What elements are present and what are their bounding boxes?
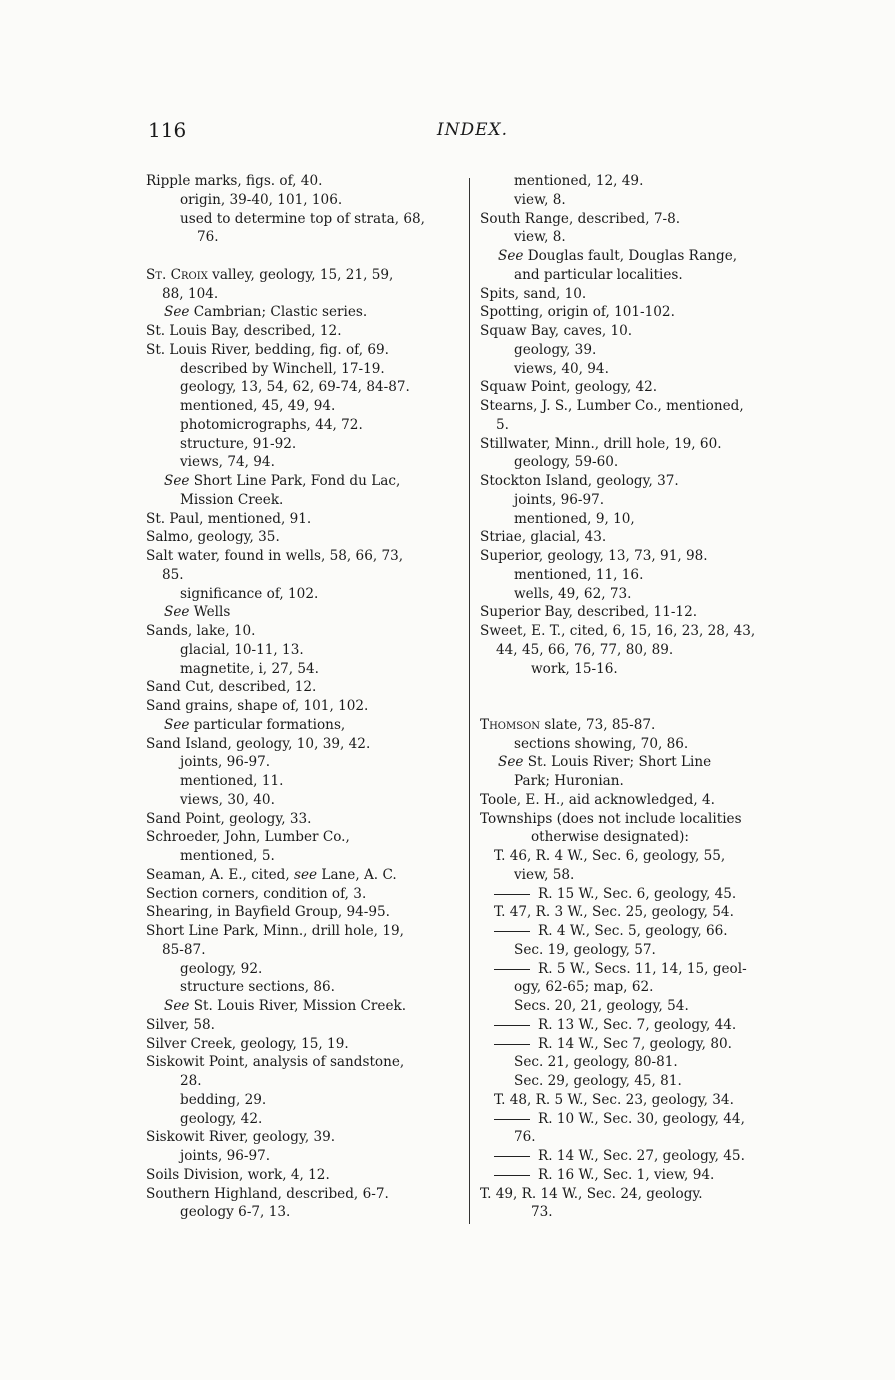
- entry-text: 73.: [531, 1204, 553, 1221]
- index-entry: [480, 772, 798, 791]
- ditto-dash: [494, 894, 530, 895]
- index-entry: [146, 547, 464, 566]
- entry-text: 85-87.: [162, 941, 206, 958]
- index-entry: [480, 997, 798, 1016]
- entry-text: Shearing, in Bayfield Group, 94-95.: [146, 904, 390, 921]
- entry-text: magnetite, i, 27, 54.: [180, 660, 320, 677]
- entry-text: Mission Creek.: [180, 491, 284, 508]
- see-reference: See: [164, 998, 190, 1014]
- index-entry: [480, 941, 798, 960]
- entry-text: Sec. 19, geology, 57.: [514, 941, 656, 958]
- index-entry: [146, 360, 464, 379]
- index-entry: [146, 510, 464, 529]
- entry-text: Sand Cut, described, 12.: [146, 679, 317, 696]
- entry-text: Superior, geology, 13, 73, 91, 98.: [480, 548, 708, 564]
- index-entry: [480, 528, 798, 547]
- index-entry: [146, 378, 464, 397]
- index-entry: [146, 528, 464, 547]
- index-entry: [146, 828, 464, 847]
- index-entry: [146, 453, 464, 472]
- index-entry: [480, 960, 798, 979]
- index-entry: [146, 1203, 464, 1222]
- index-column-left: [146, 172, 464, 1222]
- entry-text: views, 40, 94.: [514, 360, 609, 377]
- index-entry: [146, 1072, 464, 1091]
- index-entry: [146, 303, 464, 322]
- entry-text: mentioned, 45, 49, 94.: [180, 398, 336, 414]
- index-entry: [480, 1035, 798, 1054]
- entry-text: Wells: [189, 604, 231, 621]
- entry-text: geology, 13, 54, 62, 69-74, 84-87.: [180, 379, 410, 396]
- index-entry: [146, 228, 464, 247]
- index-entry: [480, 397, 798, 416]
- index-entry: [146, 1185, 464, 1204]
- ditto-dash: [494, 1119, 530, 1120]
- entry-text: 76.: [514, 1129, 536, 1146]
- index-entry: [480, 510, 798, 529]
- index-entry: [146, 285, 464, 304]
- index-entry: [146, 978, 464, 997]
- entry-text: Spotting, origin of, 101-102.: [480, 304, 675, 321]
- index-entry: [480, 472, 798, 491]
- index-entry: [480, 585, 798, 604]
- entry-text: particular formations,: [189, 716, 346, 733]
- index-entry: [146, 903, 464, 922]
- entry-text: view, 58.: [514, 866, 575, 883]
- index-entry: [480, 1147, 798, 1166]
- entry-text: St. Louis River, bedding, fig. of, 69.: [146, 341, 389, 358]
- see-reference: See: [164, 304, 190, 321]
- index-entry: [480, 716, 798, 735]
- index-entry: [480, 922, 798, 941]
- entry-text: mentioned, 11, 16.: [514, 566, 644, 583]
- index-entry: [146, 1035, 464, 1054]
- entry-text: R. 13 W., Sec. 7, geology, 44.: [538, 1016, 737, 1033]
- ditto-dash: [494, 1025, 530, 1026]
- index-entry: [480, 1053, 798, 1072]
- entry-text: Toole, E. H., aid acknowledged, 4.: [480, 791, 715, 808]
- entry-text: Silver Creek, geology, 15, 19.: [146, 1035, 349, 1052]
- index-entry: [480, 978, 798, 997]
- entry-text: Siskowit River, geology, 39.: [146, 1129, 336, 1146]
- see-reference: See: [498, 754, 524, 771]
- entry-text: Secs. 20, 21, geology, 54.: [514, 998, 689, 1014]
- entry-text: T. 47, R. 3 W., Sec. 25, geology, 54.: [494, 904, 734, 921]
- page-header: [0, 118, 895, 148]
- entry-text: mentioned, 12, 49.: [514, 173, 644, 189]
- index-entry: [480, 866, 798, 885]
- entry-text: origin, 39-40, 101, 106.: [180, 191, 343, 208]
- index-entry: [480, 191, 798, 210]
- index-entry: [146, 191, 464, 210]
- index-entry: [480, 1185, 798, 1204]
- entry-text: Stillwater, Minn., drill hole, 19, 60.: [480, 435, 722, 452]
- index-entry: [146, 697, 464, 716]
- index-entry: [480, 360, 798, 379]
- entry-text: Siskowit Point, analysis of sandstone,: [146, 1054, 405, 1071]
- index-entry: [146, 1016, 464, 1035]
- entry-spacer: [480, 678, 798, 697]
- index-entry: [146, 1110, 464, 1129]
- entry-text: mentioned, 9, 10,: [514, 510, 635, 527]
- entry-text: Sweet, E. T., cited, 6, 15, 16, 23, 28, 43,: [480, 623, 756, 639]
- index-entry: [480, 435, 798, 454]
- index-entry: [480, 341, 798, 360]
- index-entry: [480, 1016, 798, 1035]
- entry-text: Ripple marks, figs. of, 40.: [146, 173, 323, 189]
- index-entry: [146, 603, 464, 622]
- entry-text: Stearns, J. S., Lumber Co., mentioned,: [480, 398, 744, 414]
- ditto-dash: [494, 1156, 530, 1157]
- entry-text: Sand Island, geology, 10, 39, 42.: [146, 735, 371, 752]
- entry-text: T. 48, R. 5 W., Sec. 23, geology, 34.: [494, 1091, 734, 1108]
- entry-text: Salt water, found in wells, 58, 66, 73,: [146, 548, 404, 564]
- entry-text: R. 14 W., Sec 7, geology, 80.: [538, 1035, 732, 1052]
- column-divider: [469, 178, 470, 1224]
- ditto-dash: [494, 969, 530, 970]
- entry-text: St. Louis Bay, described, 12.: [146, 323, 342, 339]
- see-reference: See: [164, 716, 190, 733]
- index-entry: [480, 322, 798, 341]
- entry-text: sections showing, 70, 86.: [514, 735, 689, 752]
- index-entry: [146, 1128, 464, 1147]
- entry-heading: St. Croix: [146, 266, 208, 283]
- entry-text: wells, 49, 62, 73.: [514, 585, 632, 602]
- index-entry: [146, 810, 464, 829]
- index-entry: [480, 735, 798, 754]
- index-entry: [480, 1091, 798, 1110]
- index-entry: [480, 210, 798, 229]
- entry-text: R. 4 W., Sec. 5, geology, 66.: [538, 923, 728, 939]
- entry-text: Squaw Bay, caves, 10.: [480, 323, 633, 339]
- see-reference: See: [164, 473, 190, 489]
- entry-text: 44, 45, 66, 76, 77, 80, 89.: [496, 641, 674, 658]
- index-entry: [146, 1053, 464, 1072]
- entry-text: Seaman, A. E., cited,: [146, 866, 295, 883]
- index-entry: [146, 266, 464, 285]
- entry-text: Section corners, condition of, 3.: [146, 885, 367, 902]
- entry-text: Lane, A. C.: [317, 866, 397, 883]
- index-entry: [480, 378, 798, 397]
- entry-text: Short Line Park, Minn., drill hole, 19,: [146, 923, 404, 939]
- entry-text: structure sections, 86.: [180, 979, 336, 996]
- index-entry: [146, 678, 464, 697]
- entry-text: slate, 73, 85-87.: [540, 716, 656, 733]
- entry-text: Salmo, geology, 35.: [146, 529, 280, 546]
- entry-text: and particular localities.: [514, 266, 683, 283]
- index-entry: [480, 791, 798, 810]
- entry-text: T. 49, R. 14 W., Sec. 24, geology.: [480, 1185, 703, 1202]
- entry-text: photomicrographs, 44, 72.: [180, 416, 363, 433]
- index-entry: [146, 866, 464, 885]
- entry-text: Spits, sand, 10.: [480, 285, 587, 302]
- entry-text: 88, 104.: [162, 285, 219, 302]
- index-entry: [480, 885, 798, 904]
- index-entry: [146, 960, 464, 979]
- entry-text: R. 5 W., Secs. 11, 14, 15, geol-: [538, 960, 747, 977]
- entry-text: Sec. 29, geology, 45, 81.: [514, 1073, 682, 1089]
- index-entry: [146, 416, 464, 435]
- entry-text: Townships (does not include localities: [480, 810, 742, 827]
- entry-text: mentioned, 5.: [180, 848, 275, 864]
- index-entry: [146, 322, 464, 341]
- index-entry: [146, 660, 464, 679]
- entry-text: Sand grains, shape of, 101, 102.: [146, 698, 369, 714]
- entry-text: R. 16 W., Sec. 1, view, 94.: [538, 1166, 715, 1183]
- entry-text: otherwise designated):: [531, 829, 689, 846]
- index-entry: [146, 847, 464, 866]
- index-entry: [146, 1166, 464, 1185]
- entry-text: ogy, 62-65; map, 62.: [514, 979, 654, 996]
- entry-text: described by Winchell, 17-19.: [180, 360, 385, 377]
- entry-text: T. 46, R. 4 W., Sec. 6, geology, 55,: [494, 848, 726, 864]
- index-entry: [480, 903, 798, 922]
- entry-text: joints, 96-97.: [180, 754, 271, 771]
- entry-text: R. 14 W., Sec. 27, geology, 45.: [538, 1148, 745, 1164]
- ditto-dash: [494, 1044, 530, 1045]
- entry-text: 28.: [180, 1073, 202, 1089]
- index-entry: [480, 285, 798, 304]
- entry-text: 76.: [197, 229, 219, 246]
- index-entry: [480, 603, 798, 622]
- entry-text: used to determine top of strata, 68,: [180, 210, 425, 227]
- entry-spacer: [480, 697, 798, 716]
- entry-text: R. 15 W., Sec. 6, geology, 45.: [538, 885, 737, 902]
- entry-text: St. Louis River; Short Line: [523, 754, 712, 771]
- entry-text: work, 15-16.: [531, 660, 618, 677]
- index-entry: [146, 772, 464, 791]
- index-column-right: [480, 172, 798, 1222]
- index-entry: [146, 997, 464, 1016]
- entry-text: joints, 96-97.: [180, 1148, 271, 1164]
- index-entry: [480, 1166, 798, 1185]
- index-entry: [480, 810, 798, 829]
- index-entry: [480, 753, 798, 772]
- index-entry: [480, 172, 798, 191]
- ditto-dash: [494, 931, 530, 932]
- index-entry: [146, 1147, 464, 1166]
- entry-text: Squaw Point, geology, 42.: [480, 379, 658, 396]
- entry-text: bedding, 29.: [180, 1091, 267, 1108]
- entry-spacer: [146, 247, 464, 266]
- index-entry: [146, 585, 464, 604]
- entry-text: significance of, 102.: [180, 585, 319, 602]
- index-entry: [146, 716, 464, 735]
- index-entry: [480, 1128, 798, 1147]
- entry-text: Cambrian; Clastic series.: [189, 304, 368, 321]
- index-entry: [146, 753, 464, 772]
- index-entry: [480, 416, 798, 435]
- index-entry: [146, 1091, 464, 1110]
- index-entry: [146, 172, 464, 191]
- entry-text: Park; Huronian.: [514, 773, 624, 789]
- entry-text: Short Line Park, Fond du Lac,: [189, 473, 401, 489]
- entry-text: geology, 42.: [180, 1110, 263, 1127]
- entry-text: Sand Point, geology, 33.: [146, 810, 312, 827]
- index-entry: [146, 491, 464, 510]
- entry-text: geology, 92.: [180, 960, 263, 977]
- entry-text: Sands, lake, 10.: [146, 623, 256, 639]
- entry-text: views, 74, 94.: [180, 454, 275, 471]
- entry-text: Soils Division, work, 4, 12.: [146, 1166, 330, 1183]
- index-entry: [146, 941, 464, 960]
- index-entry: [146, 641, 464, 660]
- entry-text: mentioned, 11.: [180, 773, 284, 789]
- index-entry: [480, 547, 798, 566]
- entry-text: R. 10 W., Sec. 30, geology, 44,: [538, 1110, 745, 1127]
- entry-text: Stockton Island, geology, 37.: [480, 473, 679, 489]
- entry-text: Superior Bay, described, 11-12.: [480, 604, 698, 621]
- index-entry: [480, 660, 798, 679]
- index-entry: [480, 641, 798, 660]
- index-entry: [480, 566, 798, 585]
- see-reference: See: [164, 604, 190, 621]
- index-entry: [480, 247, 798, 266]
- page-number: 116: [148, 118, 187, 142]
- entry-text: 5.: [496, 416, 509, 433]
- entry-text: views, 30, 40.: [180, 791, 275, 808]
- entry-text: St. Paul, mentioned, 91.: [146, 510, 312, 527]
- index-entry: [146, 622, 464, 641]
- index-entry: [146, 210, 464, 229]
- entry-text: view, 8.: [514, 191, 566, 208]
- index-entry: [146, 885, 464, 904]
- index-entry: [146, 922, 464, 941]
- index-entry: [480, 847, 798, 866]
- entry-text: geology 6-7, 13.: [180, 1204, 291, 1221]
- entry-text: geology, 59-60.: [514, 454, 619, 471]
- entry-text: view, 8.: [514, 229, 566, 246]
- entry-text: Schroeder, John, Lumber Co.,: [146, 829, 350, 846]
- entry-text: Sec. 21, geology, 80-81.: [514, 1054, 678, 1071]
- index-entry: [146, 341, 464, 360]
- entry-heading: Thomson: [480, 716, 541, 733]
- index-entry: [480, 228, 798, 247]
- entry-text: geology, 39.: [514, 341, 597, 358]
- entry-text: 85.: [162, 566, 184, 583]
- entry-text: joints, 96-97.: [514, 491, 605, 508]
- ditto-dash: [494, 1175, 530, 1176]
- index-entry: [480, 303, 798, 322]
- entry-text: Silver, 58.: [146, 1016, 215, 1033]
- index-entry: [480, 622, 798, 641]
- see-reference: See: [498, 248, 524, 264]
- index-entry: [480, 453, 798, 472]
- entry-text: Striae, glacial, 43.: [480, 529, 607, 546]
- index-entry: [146, 472, 464, 491]
- entry-text: South Range, described, 7-8.: [480, 210, 681, 227]
- entry-text: St. Louis River, Mission Creek.: [189, 998, 407, 1014]
- entry-text: Douglas fault, Douglas Range,: [523, 248, 738, 264]
- index-entry: [146, 566, 464, 585]
- index-entry: [146, 397, 464, 416]
- entry-text: structure, 91-92.: [180, 435, 297, 452]
- index-entry: [480, 1072, 798, 1091]
- page-title: INDEX.: [436, 120, 509, 140]
- index-entry: [480, 1110, 798, 1129]
- index-entry: [480, 266, 798, 285]
- see-reference: see: [294, 866, 318, 883]
- index-entry: [480, 491, 798, 510]
- entry-text: Southern Highland, described, 6-7.: [146, 1185, 389, 1202]
- index-entry: [480, 828, 798, 847]
- entry-text: glacial, 10-11, 13.: [180, 641, 304, 658]
- entry-text: valley, geology, 15, 21, 59,: [207, 266, 394, 283]
- index-entry: [146, 735, 464, 754]
- index-entry: [146, 435, 464, 454]
- index-entry: [146, 791, 464, 810]
- index-entry: [480, 1203, 798, 1222]
